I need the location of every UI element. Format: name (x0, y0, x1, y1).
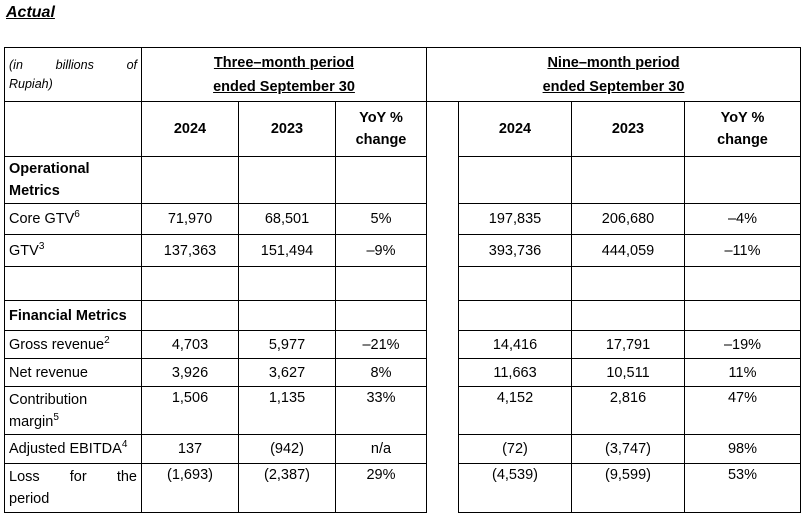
cell-value: –4% (685, 204, 801, 235)
unit-label: (in billions of Rupiah) (5, 48, 142, 102)
period-header-row (5, 48, 801, 102)
cell-value: 2,816 (572, 387, 685, 435)
cell-value: 137,363 (142, 235, 239, 267)
table-row-gtv (5, 235, 801, 267)
cell-value: (1,693) (142, 464, 239, 513)
cell-value: 444,059 (572, 235, 685, 267)
three-month-period-header: Three–month period ended September 30 (142, 48, 427, 102)
table-row-adjusted-ebitda (5, 435, 801, 464)
cell-value: 98% (685, 435, 801, 464)
row-label: GTV$^3$ (5, 235, 142, 267)
row-label: Loss for the period (5, 464, 142, 513)
table-row-loss-for-period (5, 464, 801, 513)
cell-value: 33% (336, 387, 427, 435)
cell-value: 3,627 (239, 359, 336, 387)
cell-value: 206,680 (572, 204, 685, 235)
section-label-operational: Operational Metrics (5, 157, 142, 204)
cell-value: 1,135 (239, 387, 336, 435)
section-label-financial: Financial Metrics (5, 301, 142, 331)
section-row-operational (5, 157, 801, 204)
cell-value: 393,736 (459, 235, 572, 267)
cell-value: (3,747) (572, 435, 685, 464)
report-title: Actual (6, 4, 55, 21)
cell-value: 8% (336, 359, 427, 387)
cell-value: –11% (685, 235, 801, 267)
column-header-row (5, 102, 801, 157)
cell-value: 17,791 (572, 331, 685, 359)
cell-value: 53% (685, 464, 801, 513)
cell-value: 10,511 (572, 359, 685, 387)
cell-value: –19% (685, 331, 801, 359)
cell-value: 5,977 (239, 331, 336, 359)
col-2023-nine-month: 2023 (572, 102, 685, 157)
table-row-core-gtv (5, 204, 801, 235)
cell-value: (9,599) (572, 464, 685, 513)
cell-value: 5% (336, 204, 427, 235)
col-2023-three-month: 2023 (239, 102, 336, 157)
col-2024-nine-month: 2024 (459, 102, 572, 157)
cell-value: 3,926 (142, 359, 239, 387)
cell-value: 29% (336, 464, 427, 513)
cell-value: 11,663 (459, 359, 572, 387)
table-row-blank (5, 267, 801, 301)
col-yoy-three-month: YoY % change (336, 102, 427, 157)
cell-value: 14,416 (459, 331, 572, 359)
cell-value: 1,506 (142, 387, 239, 435)
cell-value: (72) (459, 435, 572, 464)
row-label: Adjusted EBITDA$^4$ (5, 435, 142, 464)
cell-value: (4,539) (459, 464, 572, 513)
cell-value: (2,387) (239, 464, 336, 513)
cell-value: 11% (685, 359, 801, 387)
col-yoy-nine-month: YoY % change (685, 102, 801, 157)
cell-value: 47% (685, 387, 801, 435)
cell-value: 4,703 (142, 331, 239, 359)
row-label: Core GTV$^6$ (5, 204, 142, 235)
row-label: Contribution margin$^5$ (5, 387, 142, 435)
cell-value: 4,152 (459, 387, 572, 435)
row-label: Net revenue (5, 359, 142, 387)
header-blank-cell (5, 102, 142, 157)
col-2024-three-month: 2024 (142, 102, 239, 157)
cell-value: 68,501 (239, 204, 336, 235)
cell-value: –9% (336, 235, 427, 267)
cell-value: 71,970 (142, 204, 239, 235)
table-row-gross-revenue (5, 331, 801, 359)
cell-value: (942) (239, 435, 336, 464)
cell-value: 197,835 (459, 204, 572, 235)
financial-metrics-table (4, 47, 801, 513)
gap-cell (427, 102, 459, 157)
cell-value: –21% (336, 331, 427, 359)
cell-value: 151,494 (239, 235, 336, 267)
table-row-contribution-margin (5, 387, 801, 435)
cell-value: n/a (336, 435, 427, 464)
row-label: Gross revenue$^2$ (5, 331, 142, 359)
table-row-net-revenue (5, 359, 801, 387)
cell-value: 137 (142, 435, 239, 464)
section-row-financial (5, 301, 801, 331)
nine-month-period-header: Nine–month period ended September 30 (427, 48, 801, 102)
